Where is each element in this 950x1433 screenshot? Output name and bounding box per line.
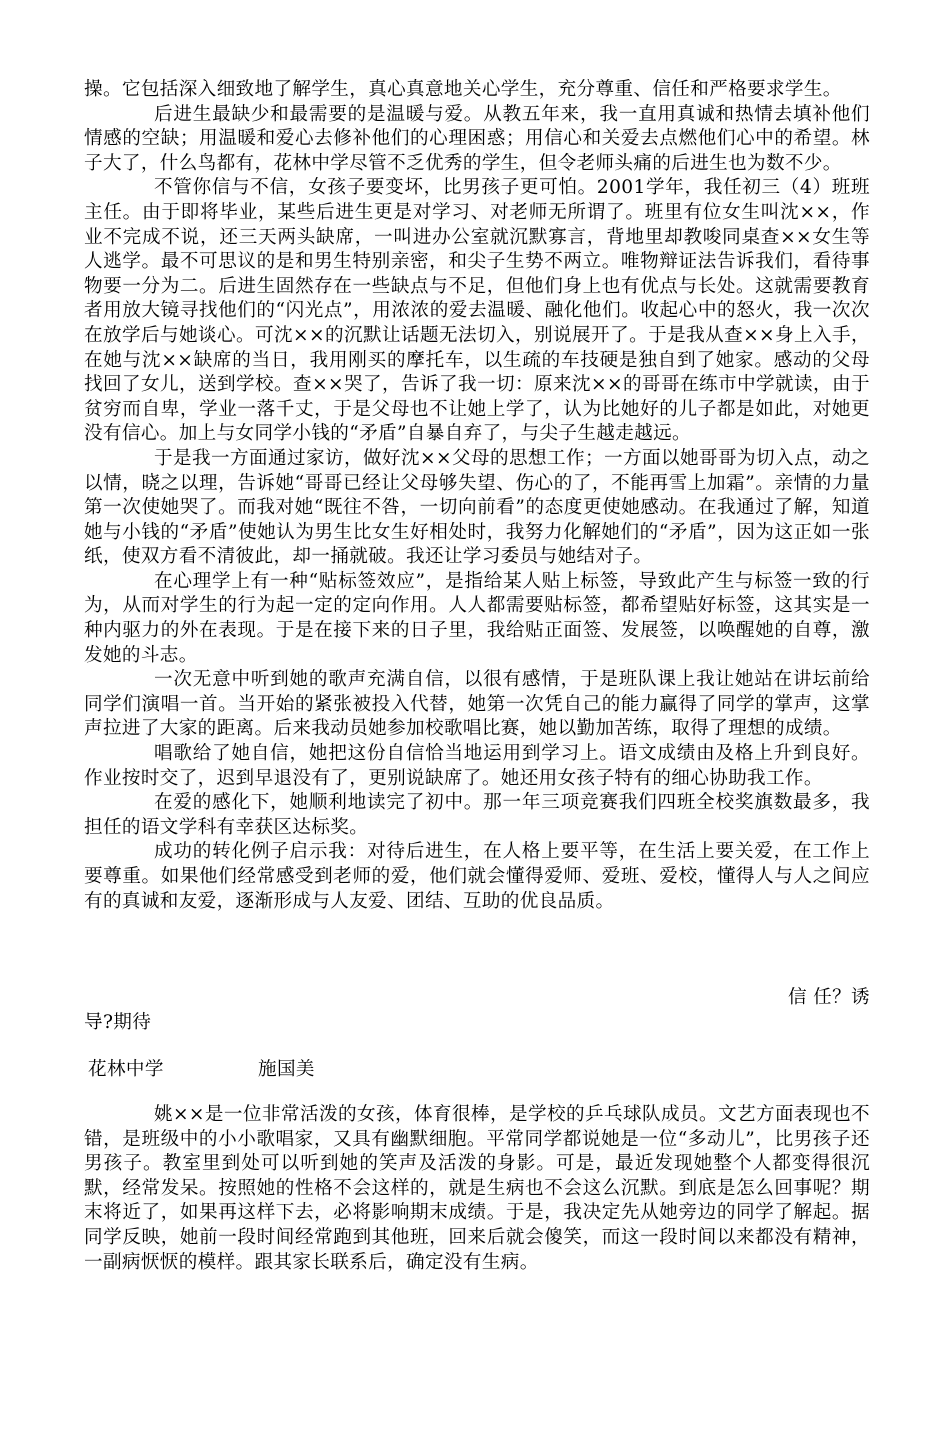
paragraph: 一次无意中听到她的歌声充满自信，以很有感情，于是班队课上我让她站在讲坛前给同学们演唱一首。当开始的紧张被投入代替，她第一次凭自己的能力赢得了同学的掌声，这掌声拉进了大家的距离。后来我动员她参加校歌唱比赛，她以勤加苦练，取得了理想的成绩。	[84, 669, 870, 740]
document-page	[84, 78, 870, 1275]
paragraph: 后进生最缺少和最需要的是温暖与爱。从教五年来，我一直用真诚和热情去填补他们情感的空缺；用温暖和爱心去修补他们的心理困惑；用信心和关爱去点燃他们心中的希望。林子大了，什么鸟都有，花林中学尽管不乏优秀的学生，但令老师头痛的后进生也为数不少。	[84, 103, 870, 174]
paragraph: 唱歌给了她自信，她把这份自信恰当地运用到学习上。语文成绩由及格上升到良好。作业按时交了，迟到早退没有了，更别说缺席了。她还用女孩子特有的细心协助我工作。	[84, 743, 870, 789]
paragraph: 操。它包括深入细致地了解学生，真心真意地关心学生，充分尊重、信任和严格要求学生。	[84, 79, 842, 100]
paragraph: 在爱的感化下，她顺利地读完了初中。那一年三项竞赛我们四班全校奖旗数最多，我担任的语文学科有幸获区达标奖。	[84, 792, 870, 838]
paragraph: 于是我一方面通过家访，做好沈××父母的思想工作；一方面以她哥哥为切入点，动之以情，晓之以理，告诉她“哥哥已经让父母够失望、伤心的了，不能再雪上加霜”。亲情的力量第一次使她哭了。而我对她“既往不咎，一切向前看”的态度更使她感动。在我通过了解，知道她与小钱的“矛盾”使她认为男生比女生好相处时，我努力化解她们的“矛盾”，因为这正如一张纸，使双方看不清彼此，却一捅就破。我还让学习委员与她结对子。	[84, 447, 870, 568]
paragraph: 成功的转化例子启示我：对待后进生，在人格上要平等，在生活上要关爱，在工作上要尊重。如果他们经常感受到老师的爱，他们就会懂得爱师、爱班、爱校，懂得人与人之间应有的真诚和友爱，逐渐形成与人友爱、团结、互助的优良品质。	[84, 841, 870, 912]
section-spacer	[84, 914, 870, 986]
article-title-line1: 信 任？诱	[787, 987, 870, 1009]
school-name: 花林中学	[88, 1059, 164, 1081]
spacer	[84, 1035, 870, 1058]
author-name: 施国美	[258, 1059, 315, 1081]
paragraph: 姚××是一位非常活泼的女孩，体育很棒，是学校的乒乓球队成员。文艺方面表现也不错，是班级中的小小歌唱家，又具有幽默细胞。平常同学都说她是一位“多动儿”，比男孩子还男孩子。教室里到处可以听到她的笑声及活泼的身影。可是，最近发现她整个人都变得很沉默，经常发呆。按照她的性格不会这样的，就是生病也不会这么沉默。到底是怎么回事呢？期末将近了，如果再这样下去，必将影响期末成绩。于是，我决定先从她旁边的同学了解起。据同学反映，她前一段时间经常跑到其他班，回来后就会傻笑，而这一段时间以来都没有精神，一副病恹恹的模样。跟其家长联系后，确定没有生病。	[84, 1103, 870, 1273]
paragraph: 不管你信与不信，女孩子要变坏，比男孩子更可怕。2001学年，我任初三（4）班班主任。由于即将毕业，某些后进生更是对学习、对老师无所谓了。班里有位女生叫沈××，作业不完成不说，还三天两头缺席，一叫进办公室就沉默寡言，背地里却教唆同桌查××女生等人逃学。最不可思议的是和男生特别亲密，和尖子生势不两立。唯物辩证法告诉我们，看待事物要一分为二。后进生固然存在一些缺点与不足，但他们身上也有优点与长处。这就需要教育者用放大镜寻找他们的“闪光点”，用浓浓的爱去温暖、融化他们。收起心中的怒火，我一次次在放学后与她谈心。可沈××的沉默让话题无法切入，别说展开了。于是我从查××身上入手，在她与沈××缺席的当日，我用刚买的摩托车，以生疏的车技硬是独自到了她家。感动的父母找回了女儿，送到学校。查××哭了，告诉了我一切：原来沈××的哥哥在练市中学就读，由于贫穷而自卑，学业一落千丈，于是父母也不让她上学了，认为比她好的儿子都是如此，对她更没有信心。加上与女同学小钱的“矛盾”自暴自弃了，与尖子生越走越远。	[84, 177, 870, 445]
byline	[84, 1058, 870, 1083]
paragraph: 在心理学上有一种“贴标签效应”，是指给某人贴上标签，导致此产生与标签一致的行为，从而对学生的行为起一定的定向作用。人人都需要贴标签，都希望贴好标签，这其实是一种内驱力的外在表现。于是在接下来的日子里，我给贴正面签、发展签，以唤醒她的自尊，激发她的斗志。	[84, 570, 870, 666]
spacer	[84, 1083, 870, 1103]
article-title-line2: 导?期待	[84, 1011, 152, 1033]
